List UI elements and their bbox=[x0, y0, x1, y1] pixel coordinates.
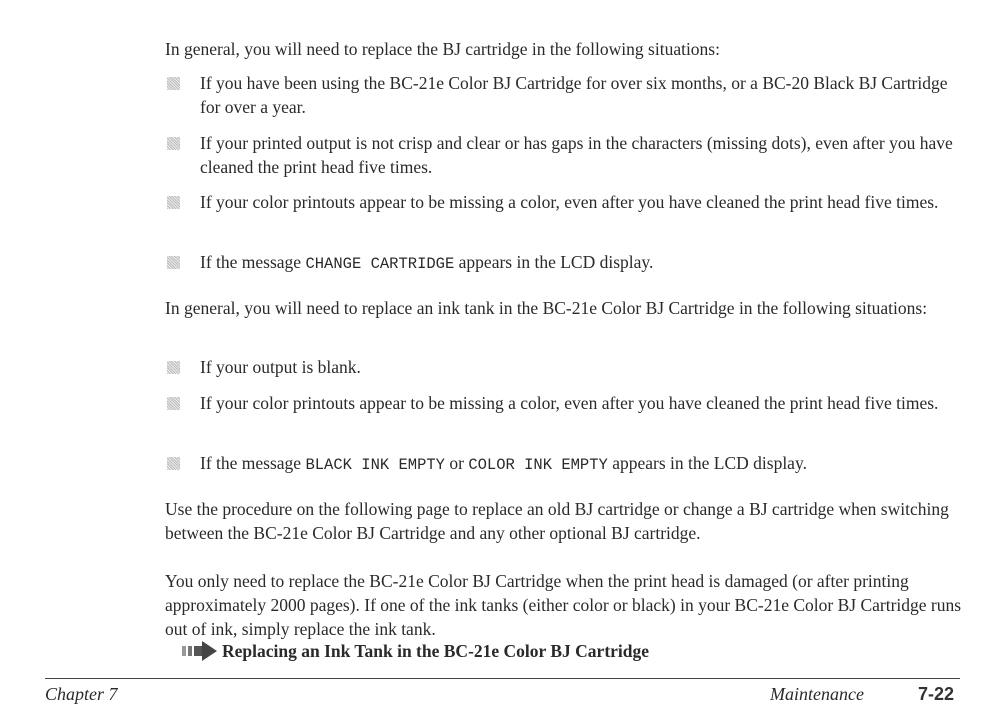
link-label[interactable]: Replacing an Ink Tank in the BC-21e Color BJ Cartridge bbox=[222, 640, 650, 661]
bullet-icon bbox=[167, 137, 180, 150]
footer-section: Maintenance bbox=[770, 684, 864, 704]
list-item: If the message BLACK INK EMPTY or COLOR INK EMPTY appears in the LCD display. bbox=[200, 451, 960, 477]
bullet-icon bbox=[167, 77, 180, 90]
list-item: If your color printouts appear to be missing a color, even after you have cleaned the print head five times. bbox=[200, 190, 960, 214]
page-number: 7-22 bbox=[917, 684, 954, 704]
bullet-icon bbox=[167, 196, 180, 209]
list-item: If you have been using the BC-21e Color BJ Cartridge for over six months, or a BC-20 Black BJ Cartridge for over a year. bbox=[200, 71, 960, 119]
lcd-message: COLOR INK EMPTY bbox=[468, 456, 608, 474]
list-item: If your output is blank. bbox=[200, 355, 960, 379]
footer-chapter: Chapter 7 bbox=[45, 684, 118, 704]
list-item: If your color printouts appear to be missing a color, even after you have cleaned the print head five times. bbox=[200, 391, 960, 415]
paragraph-4: You only need to replace the BC-21e Color BJ Cartridge when the print head is damaged (or after printing approximately 2000 pages). If one of the ink tanks (either color or black) in your BC-21e Color BJ Cartridge runs out of ink, simply replace the ink tank. bbox=[165, 571, 962, 639]
paragraph-3: Use the procedure on the following page to replace an old BJ cartridge or change a BJ cartridge when switching between the BC-21e Color BJ Cartridge and any other optional BJ cartridge. bbox=[165, 499, 949, 543]
lcd-message: BLACK INK EMPTY bbox=[305, 456, 445, 474]
bullet-icon bbox=[167, 457, 180, 470]
bullet-icon bbox=[167, 361, 180, 374]
list-item: If your printed output is not crisp and clear or has gaps in the characters (missing dots), even after you have cleaned the print head five times. bbox=[200, 131, 960, 179]
cross-reference-link[interactable] bbox=[180, 640, 649, 662]
list-item: If the message CHANGE CARTRIDGE appears in the LCD display. bbox=[200, 250, 960, 276]
intro-paragraph-1: In general, you will need to replace the BJ cartridge in the following situations: bbox=[165, 39, 720, 59]
lcd-message: CHANGE CARTRIDGE bbox=[305, 255, 455, 273]
bullet-icon bbox=[167, 397, 180, 410]
footer-divider bbox=[45, 678, 960, 679]
arrow-right-icon bbox=[180, 640, 218, 662]
intro-paragraph-2: In general, you will need to replace an ink tank in the BC-21e Color BJ Cartridge in the following situations: bbox=[165, 298, 928, 318]
bullet-icon bbox=[167, 256, 180, 269]
